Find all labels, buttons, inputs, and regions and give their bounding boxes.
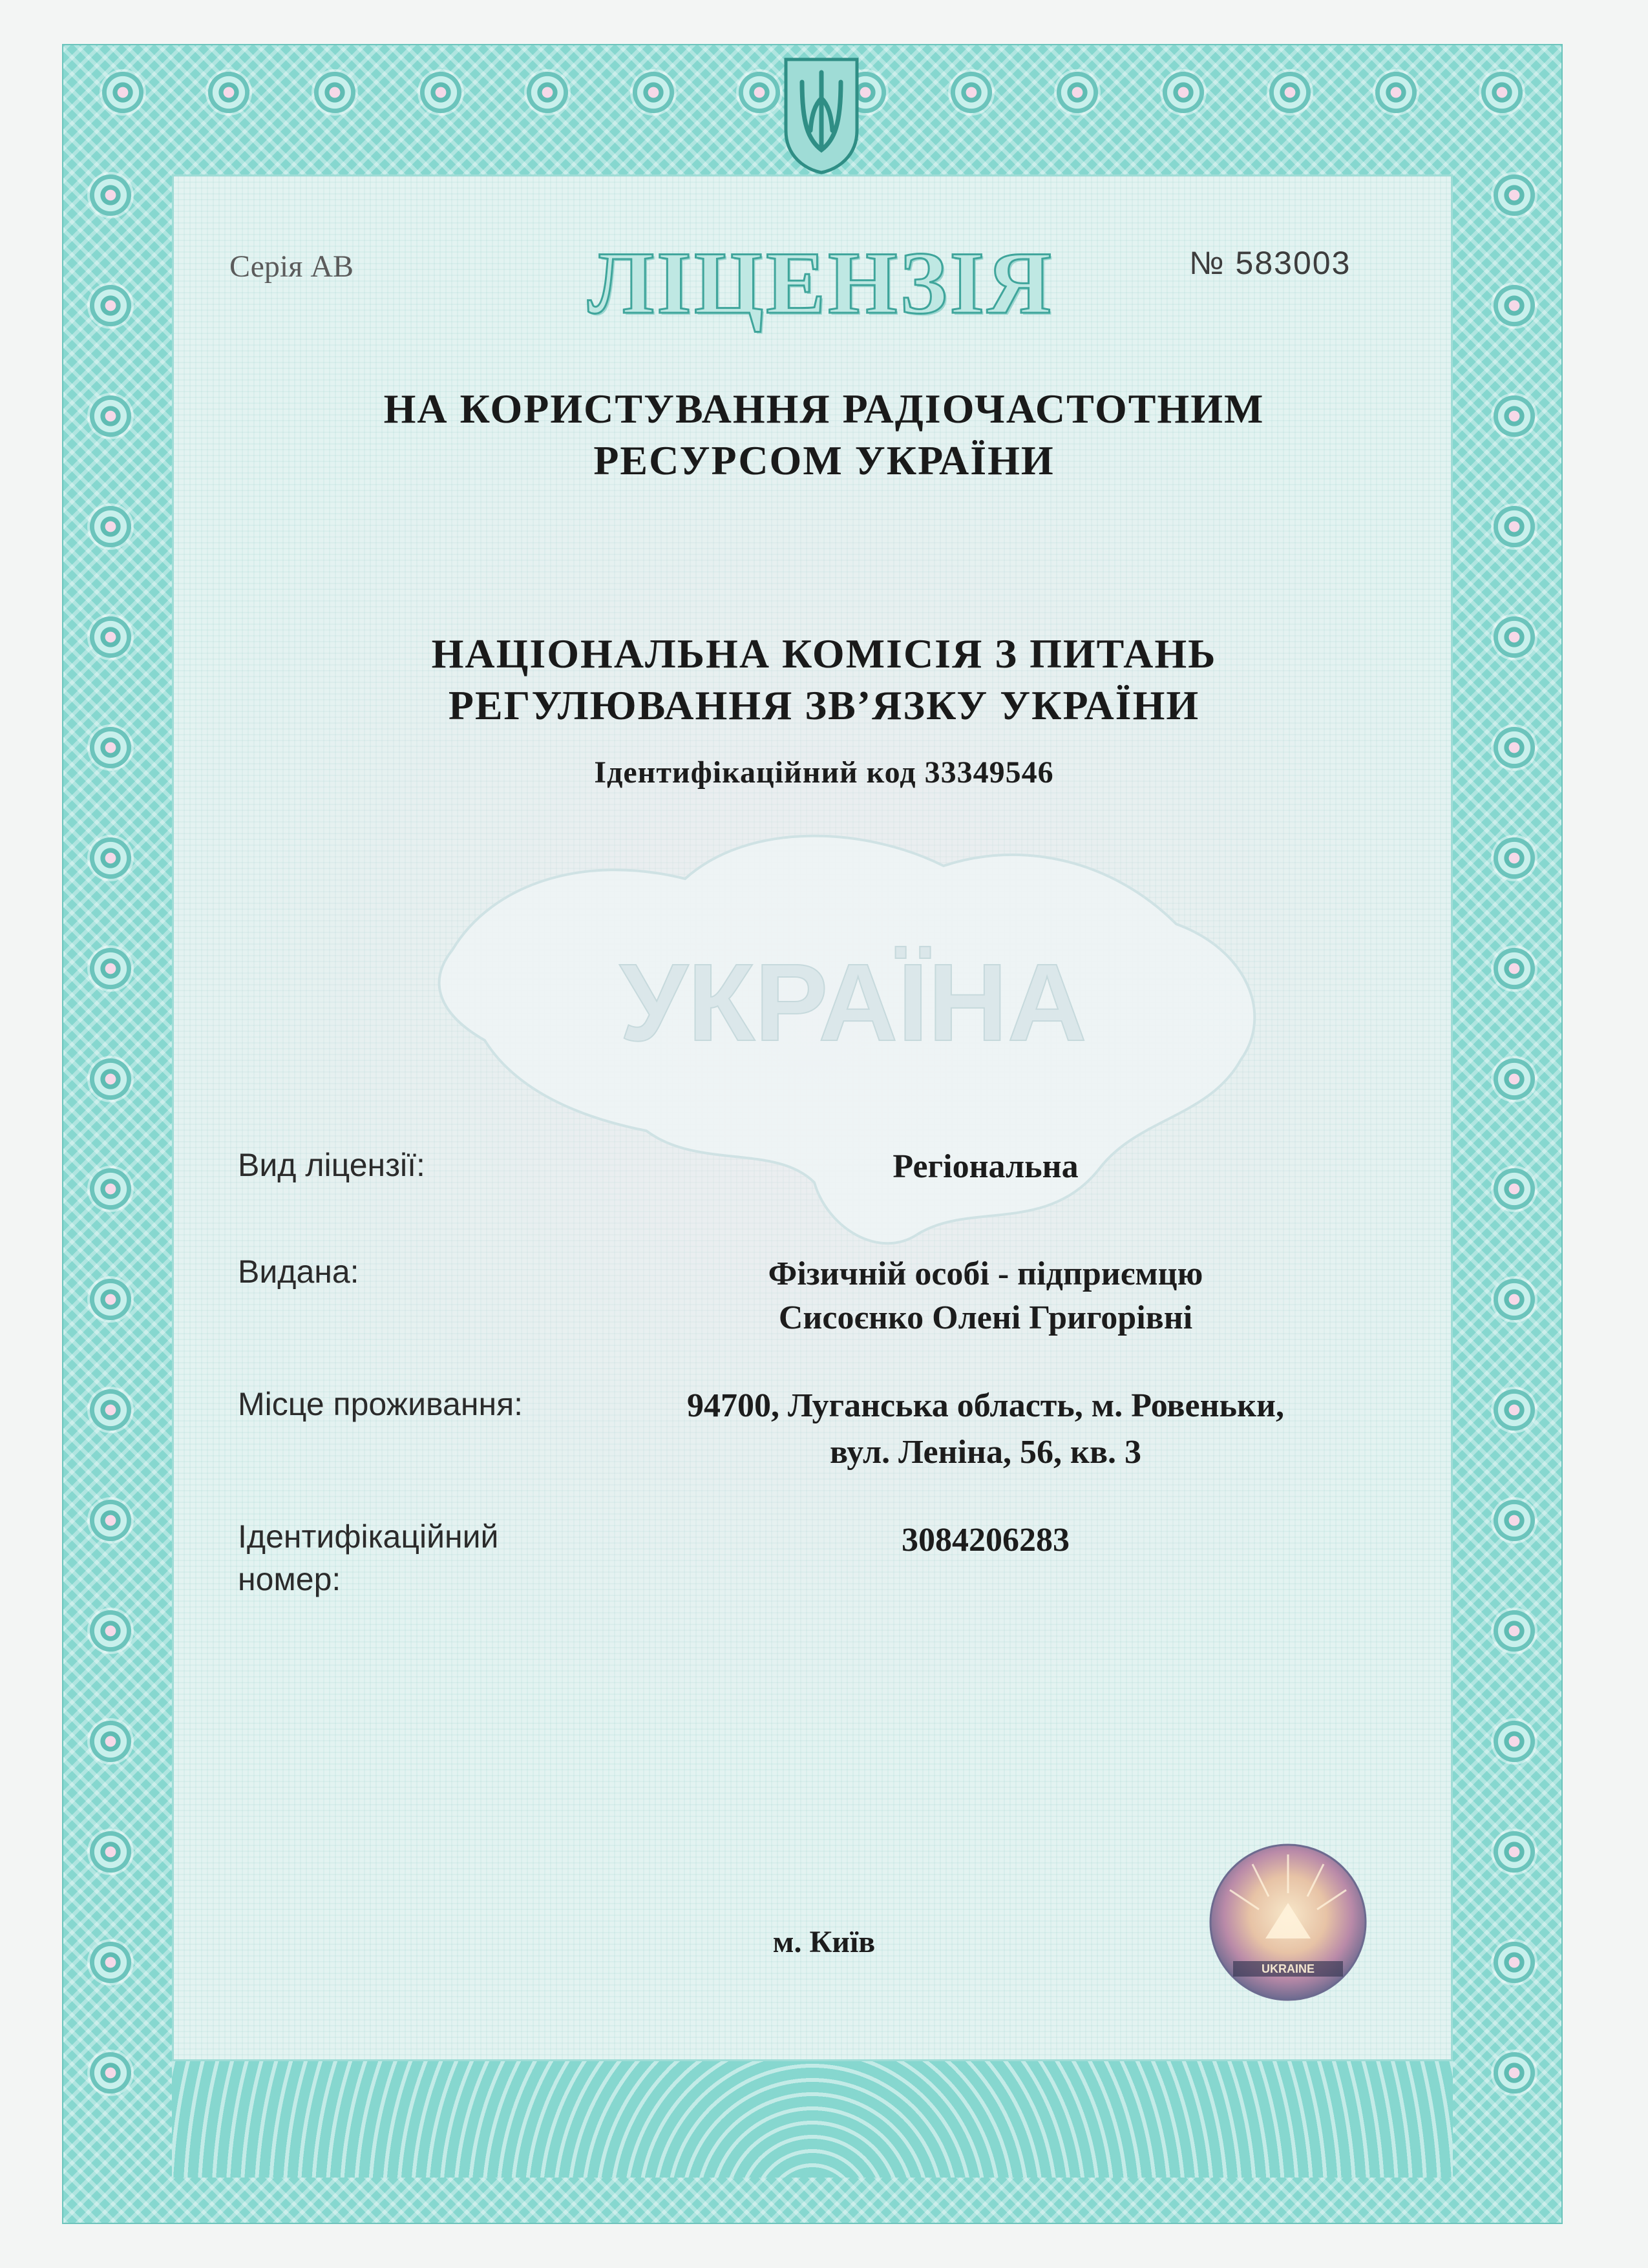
rosette-ornament: [1494, 948, 1535, 989]
rosette-ornament: [420, 72, 461, 113]
rosette-ornament: [314, 72, 355, 113]
rosette-ornament: [1481, 72, 1523, 113]
license-heading-line1: НА КОРИСТУВАННЯ РАДІОЧАСТОТНИМ: [383, 386, 1265, 432]
rosette-ornament: [1494, 1831, 1535, 1873]
rosette-ornament: [1494, 1500, 1535, 1541]
rosette-ornament: [90, 1500, 131, 1541]
rosette-ornament: [1269, 72, 1311, 113]
rosette-ornament: [90, 174, 131, 216]
rosette-ornament: [951, 72, 992, 113]
issued-to-value-line1: Фізичній особі - підприємцю: [768, 1255, 1203, 1292]
rosette-ornament: [90, 1610, 131, 1652]
rosette-ornament: [1494, 1610, 1535, 1652]
rosette-ornament: [90, 285, 131, 326]
id-number-label-line1: Ідентифікаційний: [238, 1518, 499, 1555]
rosette-ornament: [1494, 1721, 1535, 1762]
rosette-ornament: [1494, 2052, 1535, 2094]
rosette-ornament: [1494, 174, 1535, 216]
residence-label: Місце проживання:: [238, 1386, 523, 1422]
rosette-ornament: [90, 948, 131, 989]
rosette-ornament: [1057, 72, 1098, 113]
rosette-ornament: [90, 837, 131, 879]
rosette-ornament: [90, 1831, 131, 1873]
rosette-ornament: [1494, 1279, 1535, 1320]
issued-to-label: Видана:: [238, 1254, 359, 1290]
issuer-id-code: Ідентифікаційний код 33349546: [594, 755, 1054, 790]
rosette-ornament: [1494, 1389, 1535, 1431]
license-type-value: Регіональна: [893, 1148, 1079, 1185]
rosette-ornament: [1494, 285, 1535, 326]
issuer-line2: РЕГУЛЮВАННЯ ЗВ’ЯЗКУ УКРАЇНИ: [448, 682, 1200, 728]
license-number: № 583003: [1189, 245, 1351, 281]
rosette-ornament: [527, 72, 568, 113]
rosette-ornament: [102, 72, 143, 113]
rosette-ornament: [1163, 72, 1204, 113]
rosette-ornament: [1494, 837, 1535, 879]
ukraine-map-watermark: [414, 782, 1293, 1273]
id-number-label-line2: номер:: [238, 1561, 341, 1597]
id-number-value: 3084206283: [902, 1522, 1070, 1559]
rosette-ornament: [90, 1721, 131, 1762]
license-heading-line2: РЕСУРСОМ УКРАЇНИ: [593, 437, 1055, 483]
trident-icon: [773, 53, 870, 176]
series-label: Серія АВ: [229, 249, 354, 284]
rosette-ornament: [1375, 72, 1417, 113]
rosette-ornament: [1494, 1168, 1535, 1210]
document-title: ЛІЦЕНЗІЯ: [587, 233, 1054, 332]
residence-value-line2: вул. Леніна, 56, кв. 3: [829, 1434, 1142, 1471]
rosette-ornament: [90, 1389, 131, 1431]
issued-to-value-line2: Сисоєнко Олені Григорівні: [778, 1299, 1193, 1336]
rosette-ornament: [1494, 506, 1535, 547]
rosette-ornament: [90, 2052, 131, 2094]
rosette-ornament: [90, 1168, 131, 1210]
residence-value-line1: 94700, Луганська область, м. Ровеньки,: [687, 1387, 1284, 1424]
rosette-ornament: [208, 72, 249, 113]
rosette-ornament: [90, 506, 131, 547]
rosette-ornament: [633, 72, 674, 113]
rosette-ornament: [90, 1058, 131, 1100]
map-watermark-text: УКРАЇНА: [619, 941, 1087, 1064]
license-type-label: Вид ліцензії:: [238, 1147, 425, 1183]
rosette-ornament: [90, 1279, 131, 1320]
issue-city: м. Київ: [772, 1925, 876, 1959]
hologram-icon: [1207, 1842, 1369, 2003]
hologram-text: UKRAINE: [1261, 1962, 1315, 1975]
issuer-line1: НАЦІОНАЛЬНА КОМІСІЯ З ПИТАНЬ: [431, 631, 1217, 677]
rosette-ornament: [1494, 1058, 1535, 1100]
